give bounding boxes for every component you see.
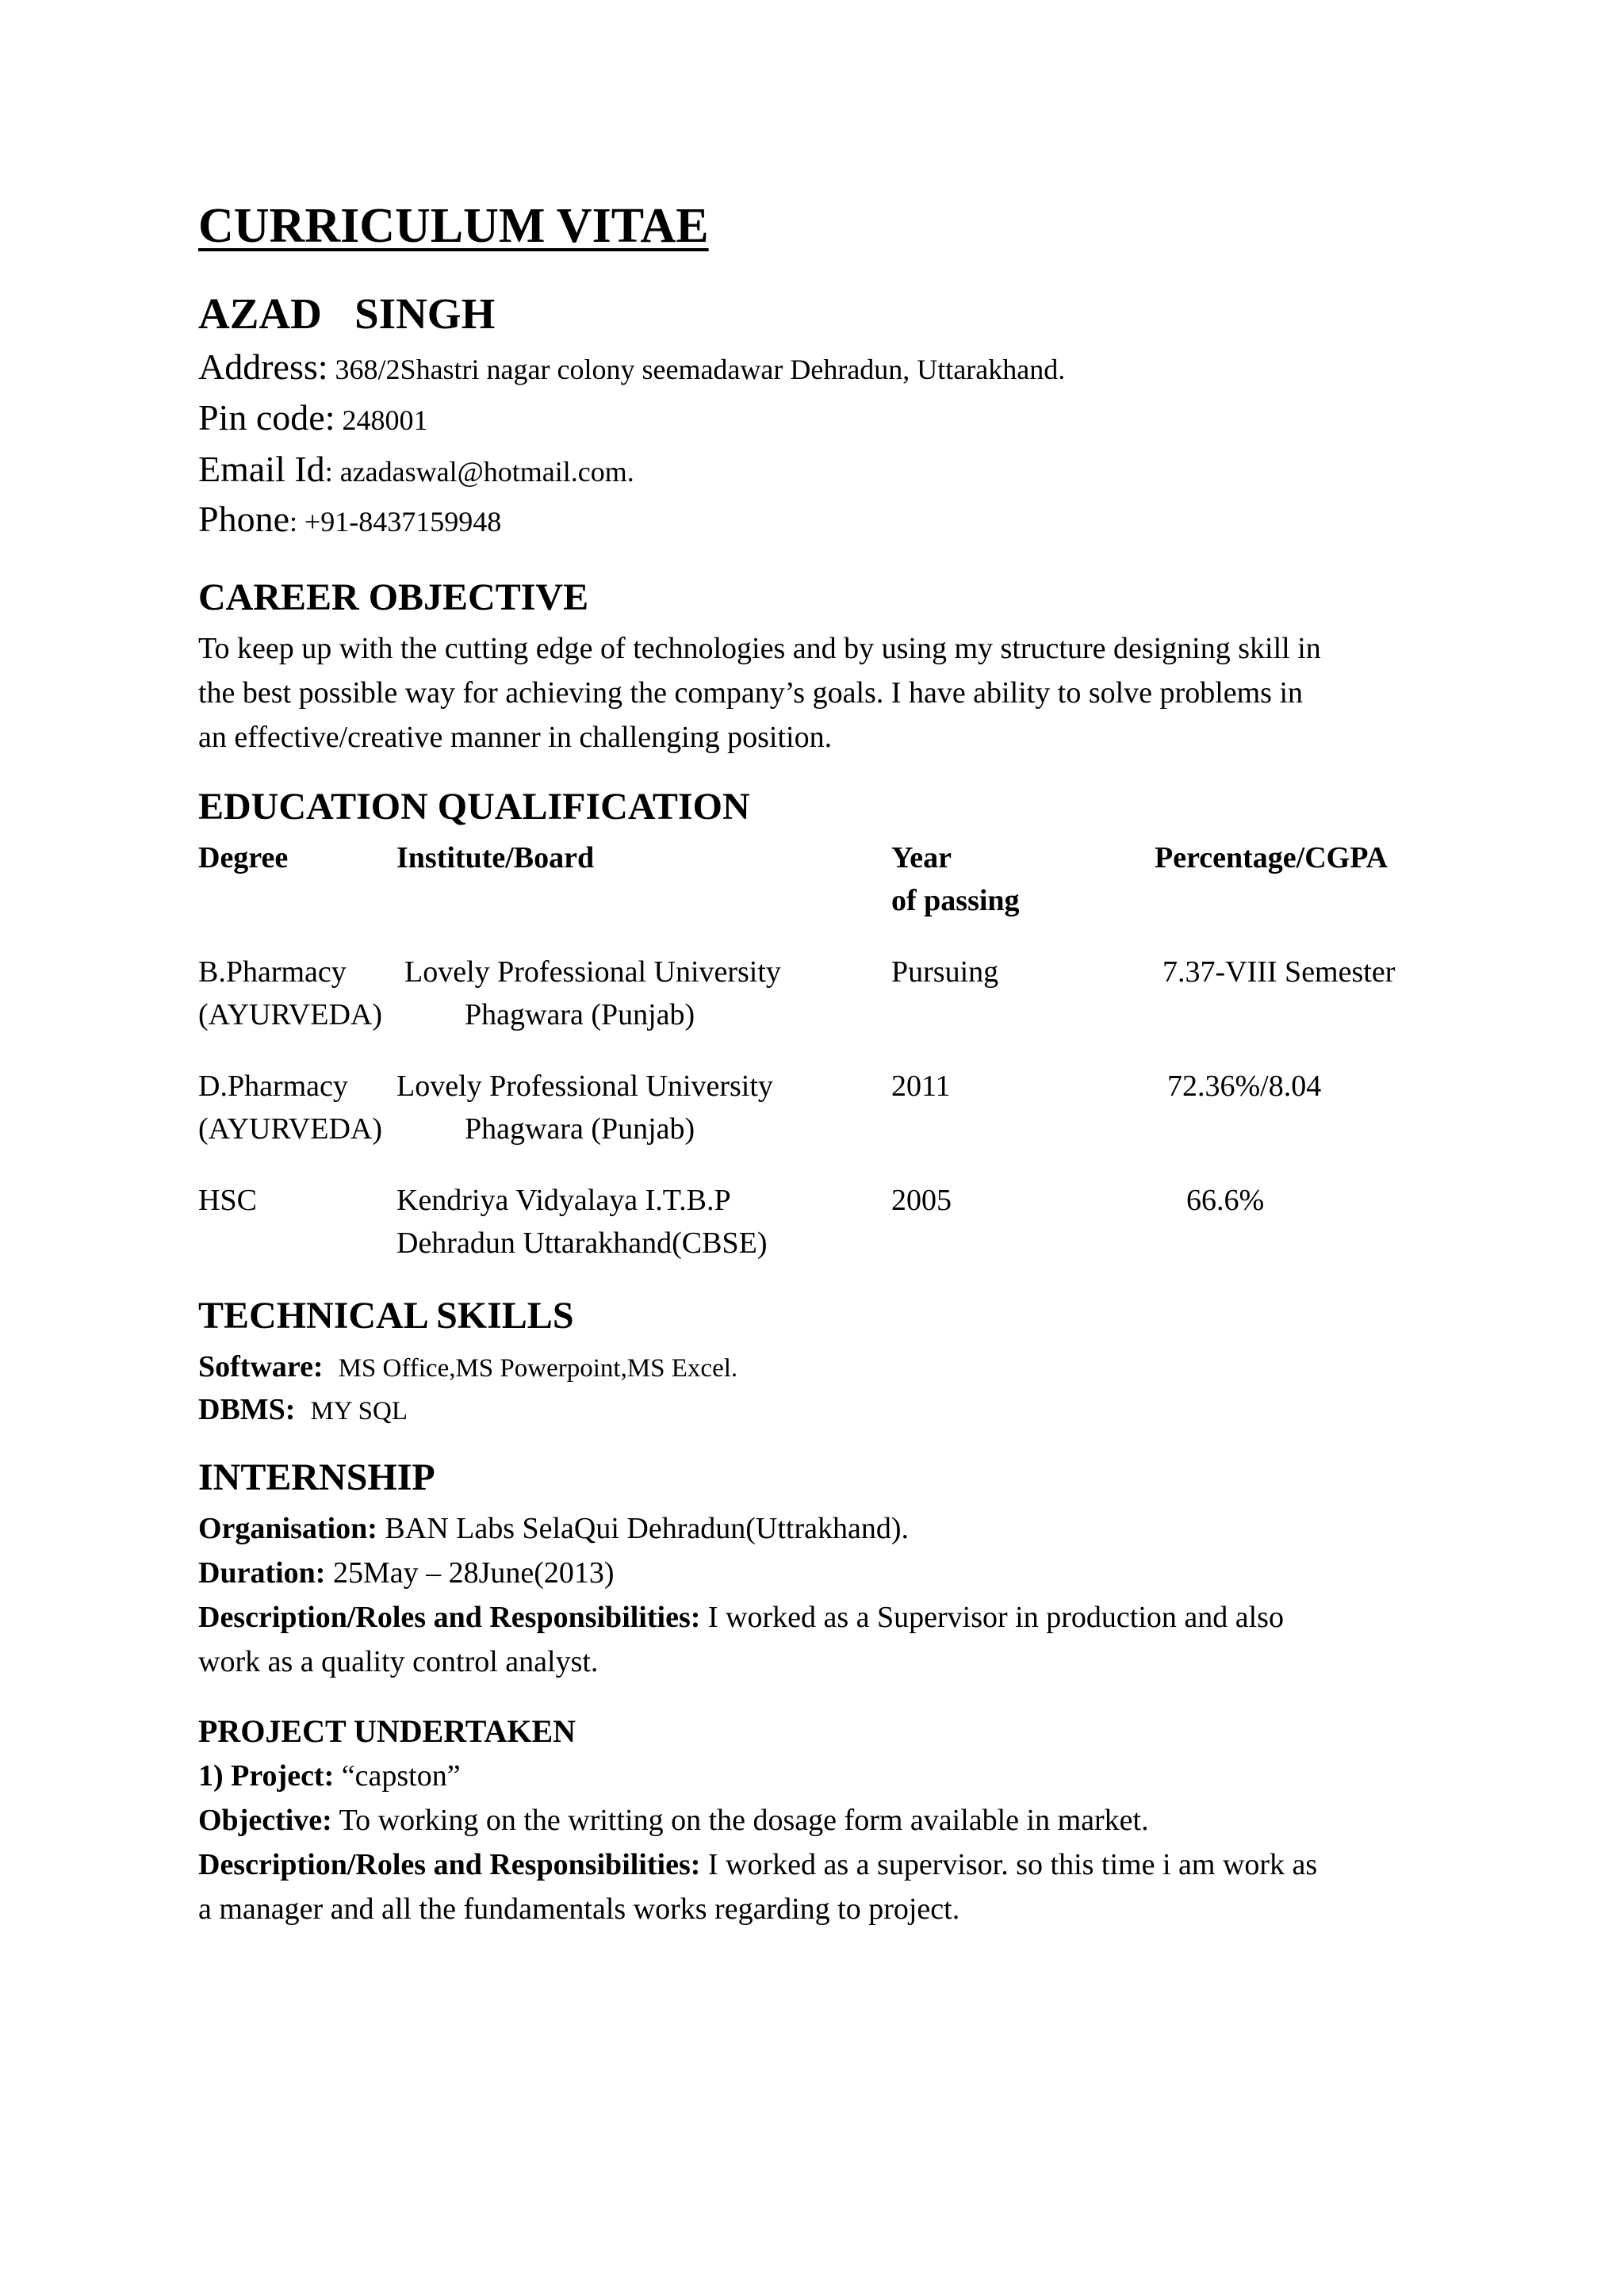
institute-cell: Kendriya Vidyalaya I.T.B.P: [396, 1184, 731, 1217]
internship-description-line-2: work as a quality control analyst.: [198, 1645, 599, 1678]
phone-line: [198, 498, 501, 540]
score-cell: 72.36%/8.04: [1167, 1070, 1322, 1103]
dbms-label: DBMS:: [198, 1393, 296, 1426]
document-title: CURRICULUM VITAE: [198, 199, 709, 253]
internship-description-label: Description/Roles and Responsibilities:: [198, 1601, 701, 1634]
institute-cell-sub: Dehradun Uttarakhand(CBSE): [396, 1226, 768, 1260]
address-label: Address:: [198, 346, 328, 387]
project-value: “capston”: [334, 1759, 461, 1793]
internship-description-value: I worked as a Supervisor in production and also: [700, 1601, 1284, 1634]
objective-value: To working on the writting on the dosage form available in market.: [331, 1804, 1149, 1837]
dbms-line: [198, 1387, 408, 1433]
year-cell: Pursuing: [891, 955, 999, 989]
software-line: [198, 1345, 737, 1391]
col-year-header: Year: [891, 841, 952, 874]
project-description-value: I worked as a supervisor. so this time i am work as: [700, 1848, 1318, 1881]
duration-label: Duration:: [198, 1556, 326, 1590]
year-cell: 2005: [891, 1184, 952, 1217]
pin-value: 248001: [335, 404, 428, 436]
organisation-line: [198, 1506, 909, 1551]
duration-value: 25May – 28June(2013): [325, 1556, 615, 1590]
technical-skills-heading: TECHNICAL SKILLS: [198, 1295, 574, 1337]
degree-cell: D.Pharmacy: [198, 1070, 348, 1103]
score-cell: 66.6%: [1186, 1184, 1265, 1217]
internship-description-line: [198, 1595, 1284, 1640]
education-heading: EDUCATION QUALIFICATION: [198, 786, 750, 828]
career-line: an effective/creative manner in challenging position.: [198, 721, 833, 754]
objective-label: Objective:: [198, 1804, 332, 1837]
institute-cell: Lovely Professional University: [396, 1070, 773, 1103]
project-heading: PROJECT UNDERTAKEN: [198, 1713, 576, 1749]
institute-cell: Lovely Professional University: [404, 955, 781, 989]
project-label: 1) Project:: [198, 1759, 335, 1793]
organisation-value: BAN Labs SelaQui Dehradun(Uttrakhand).: [377, 1512, 910, 1545]
organisation-label: Organisation:: [198, 1512, 377, 1545]
pin-line: [198, 396, 427, 438]
project-objective-line: [198, 1798, 1149, 1843]
col-degree-header: Degree: [198, 841, 289, 874]
email-line: [198, 448, 634, 490]
col-year-header-2: of passing: [891, 884, 1020, 917]
software-value: MS Office,MS Powerpoint,MS Excel.: [338, 1354, 738, 1383]
col-institute-header: Institute/Board: [396, 841, 595, 874]
duration-line: [198, 1551, 615, 1595]
address-value: 368/2Shastri nagar colony seemadawar Dehradun, Uttarakhand.: [327, 354, 1066, 385]
career-objective-text: [198, 626, 1432, 760]
score-cell: 7.37-VIII Semester: [1162, 955, 1396, 989]
candidate-name: AZAD SINGH: [198, 289, 496, 338]
dbms-value: MY SQL: [310, 1397, 408, 1425]
institute-cell-sub: Phagwara (Punjab): [465, 1112, 695, 1146]
degree-cell: HSC: [198, 1184, 257, 1217]
internship-heading: INTERNSHIP: [198, 1456, 435, 1498]
year-cell: 2011: [891, 1070, 951, 1103]
career-line: the best possible way for achieving the company’s goals. I have ability to solve problems in: [198, 676, 1304, 710]
project-description-line-2: a manager and all the fundamentals works regarding to project.: [198, 1892, 960, 1926]
project-name-line: [198, 1754, 461, 1798]
career-line: To keep up with the cutting edge of technologies and by using my structure designing skill in: [198, 632, 1321, 665]
degree-cell-sub: (AYURVEDA): [198, 998, 382, 1031]
career-objective-heading: CAREER OBJECTIVE: [198, 576, 589, 618]
software-label: Software:: [198, 1350, 324, 1383]
project-description-line: [198, 1843, 1317, 1887]
degree-cell: B.Pharmacy: [198, 955, 347, 989]
address-line: [198, 346, 1065, 388]
project-description-label: Description/Roles and Responsibilities:: [198, 1848, 701, 1881]
phone-label: Phone: [198, 499, 289, 539]
email-label: Email Id: [198, 449, 325, 489]
pin-label: Pin code:: [198, 397, 335, 438]
col-percentage-header: Percentage/CGPA: [1155, 841, 1388, 874]
institute-cell-sub: Phagwara (Punjab): [465, 998, 695, 1031]
email-value: : azadaswal@hotmail.com.: [324, 456, 634, 488]
degree-cell-sub: (AYURVEDA): [198, 1112, 382, 1146]
phone-value: : +91-8437159948: [289, 506, 502, 538]
